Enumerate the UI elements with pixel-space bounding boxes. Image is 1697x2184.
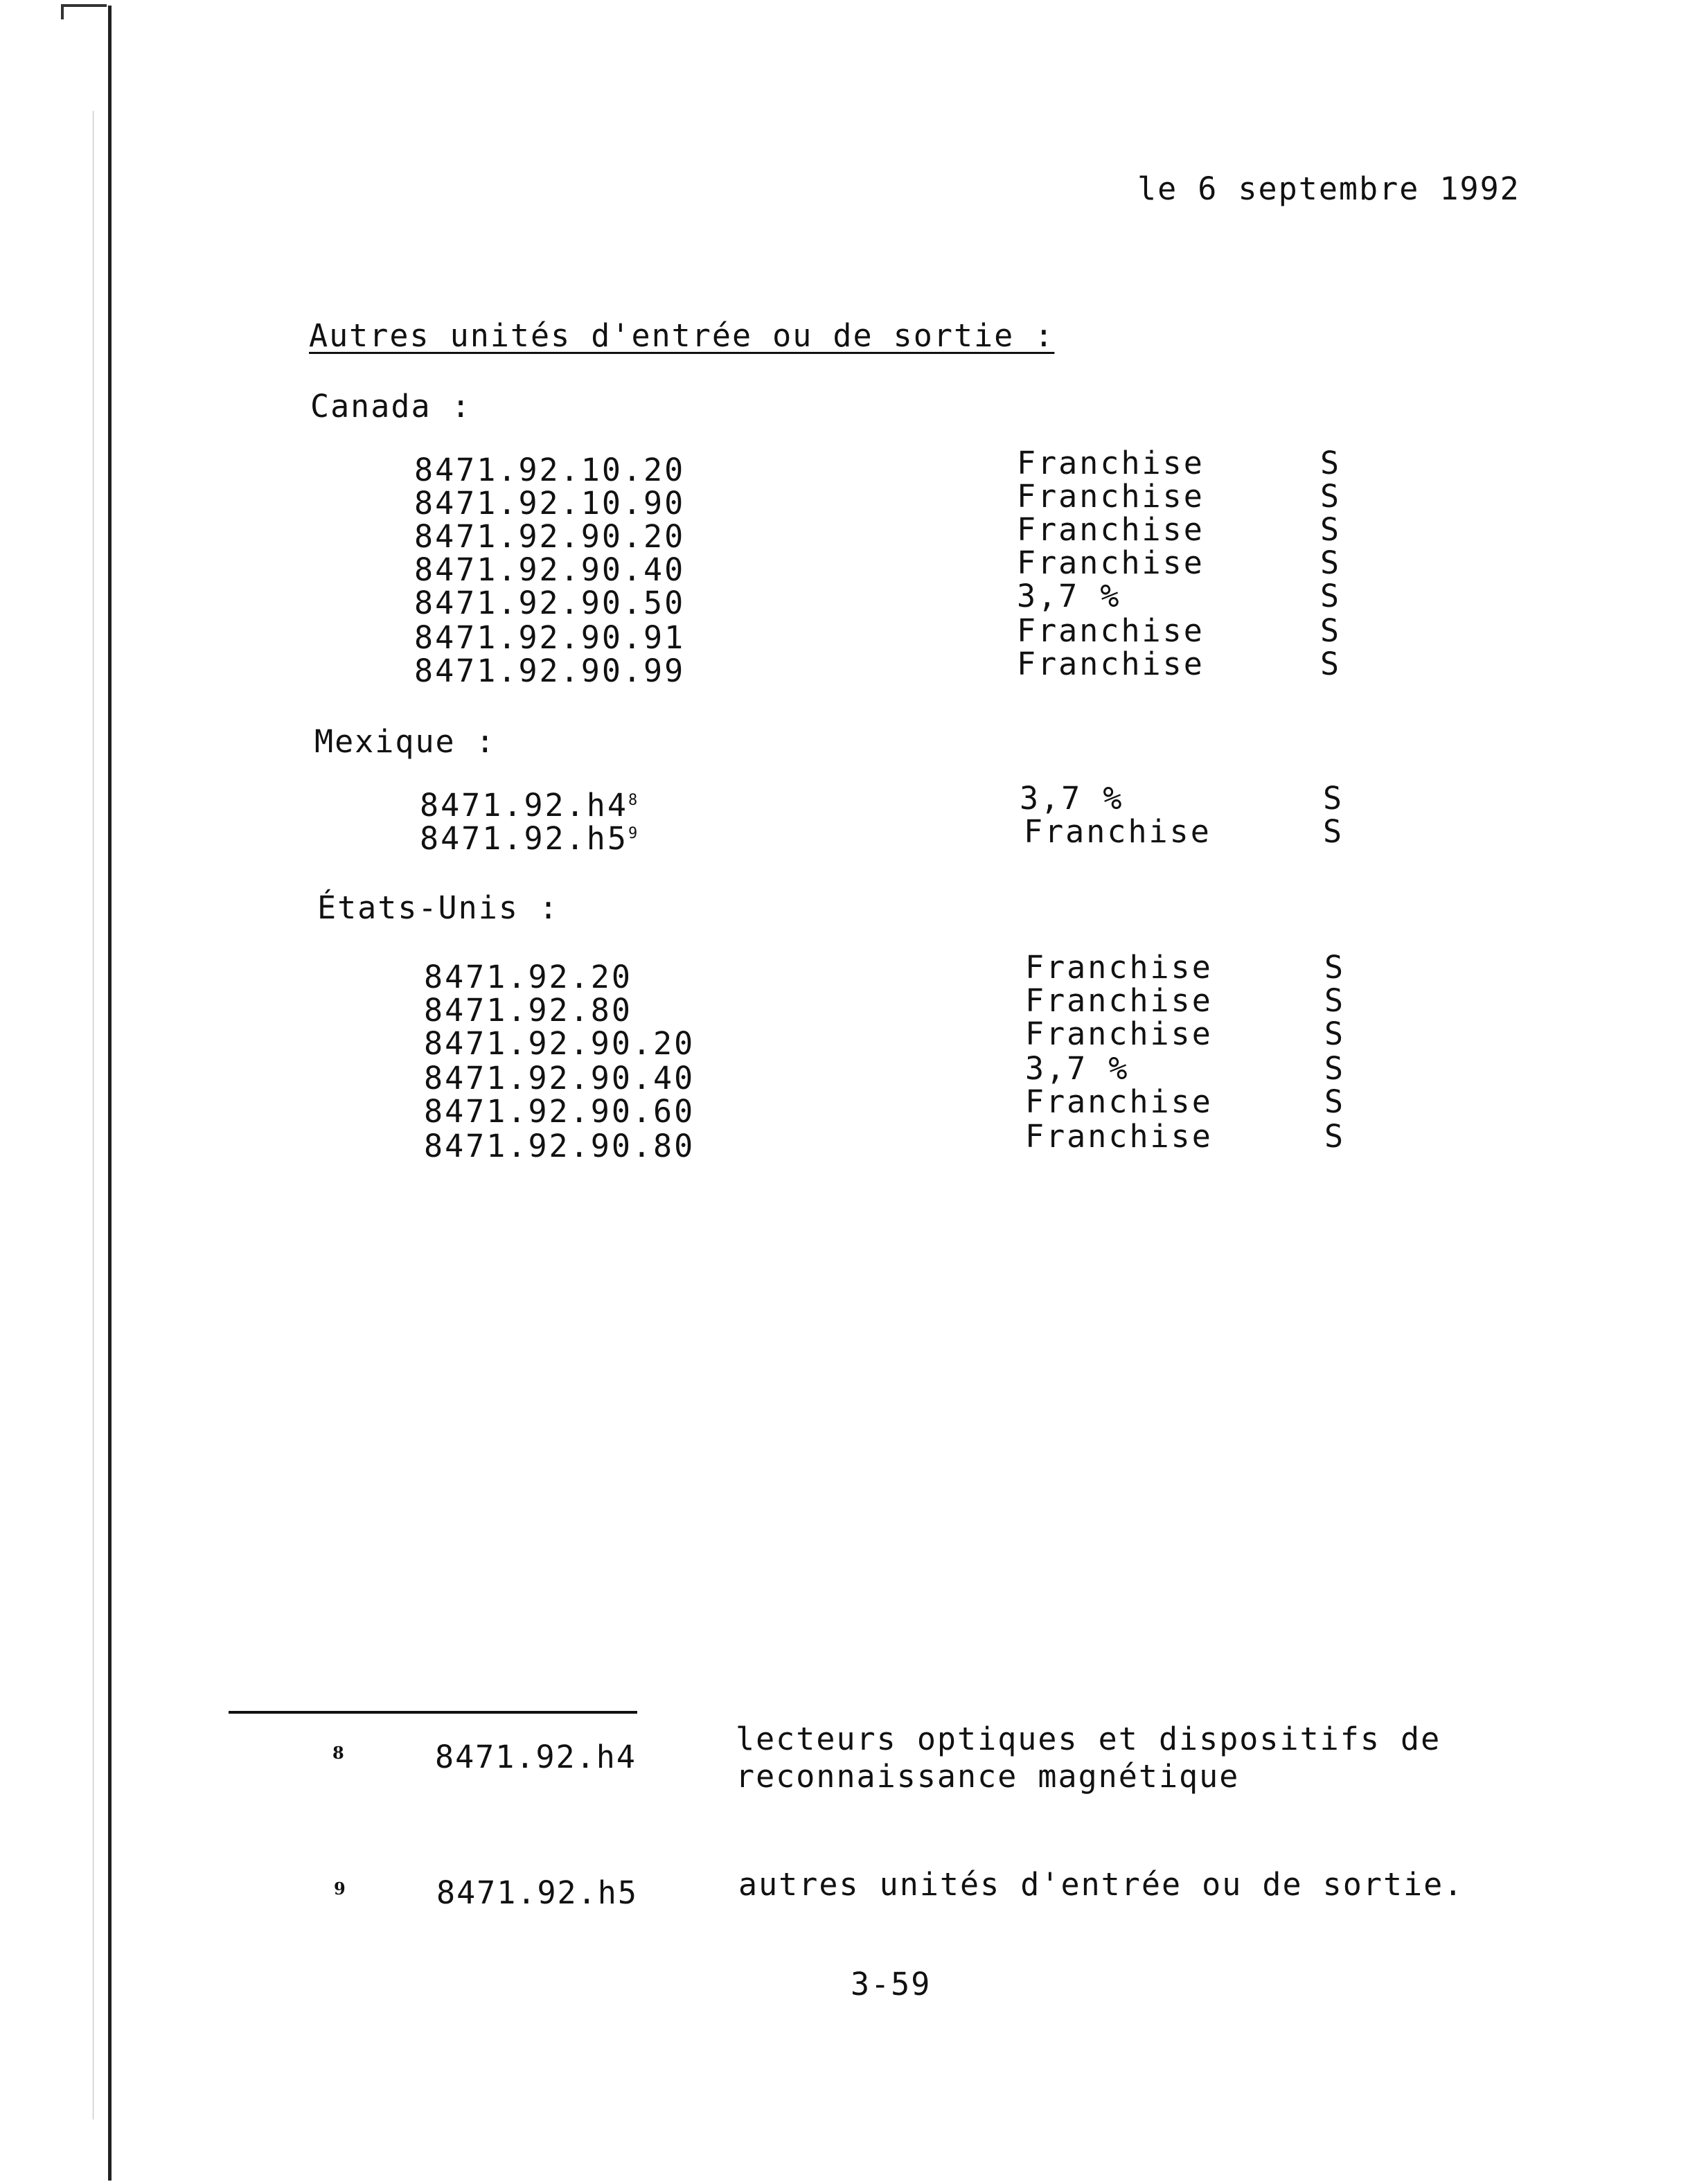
rate-cell: Franchise: [1017, 612, 1205, 649]
table-row: [420, 820, 638, 857]
footnote-text-line1: autres unités d'entrée ou de sortie.: [738, 1866, 1464, 1903]
section-label-canada: Canada :: [310, 388, 472, 425]
rate-cell: 3,7 %: [1017, 578, 1121, 614]
tariff-code: 8471.92.h4: [420, 787, 628, 824]
tariff-code: 8471.92.90.99: [414, 652, 686, 689]
tariff-code: 8471.92.80: [424, 992, 632, 1029]
tariff-code: 8471.92.10.20: [414, 452, 686, 488]
rate-cell: Franchise: [1017, 646, 1205, 682]
stage-cell: S: [1323, 780, 1344, 817]
footnote-text-line1: lecteurs optiques et dispositifs de: [736, 1721, 1441, 1757]
table-row: [414, 454, 685, 486]
rate-cell: Franchise: [1017, 511, 1205, 548]
page-number: 3-59: [851, 1966, 932, 2003]
stage-cell: S: [1324, 949, 1346, 986]
tariff-code: 8471.92.90.60: [424, 1093, 695, 1130]
footnote-marker: 9: [628, 825, 638, 842]
tariff-code: 8471.92.90.20: [414, 518, 686, 555]
table-row: [420, 787, 638, 824]
footnote-number: 9: [334, 1879, 346, 1899]
table-row: [424, 992, 632, 1029]
tariff-code: 8471.92.90.40: [414, 551, 686, 588]
stage-cell: S: [1320, 445, 1342, 481]
stage-cell: S: [1324, 1118, 1346, 1155]
table-row: [414, 619, 686, 656]
table-row: [424, 1060, 695, 1097]
rate-cell: 3,7 %: [1025, 1050, 1130, 1087]
section-heading: Autres unités d'entrée ou de sortie :: [309, 317, 1055, 354]
document-date: le 6 septembre 1992: [1137, 170, 1520, 207]
rate-cell: 3,7 %: [1020, 780, 1124, 817]
table-row: [414, 485, 686, 522]
footnote-number: 8: [332, 1743, 344, 1763]
tariff-code: 8471.92.90.91: [414, 619, 686, 656]
rate-cell: Franchise: [1025, 949, 1213, 986]
stage-cell: S: [1320, 612, 1342, 649]
table-row: [424, 1130, 695, 1162]
stage-cell: S: [1320, 646, 1342, 682]
table-row: [414, 652, 686, 689]
stage-cell: S: [1324, 1083, 1346, 1120]
table-row: [424, 1025, 695, 1062]
tariff-code: 8471.92.20: [424, 959, 632, 995]
binding-edge-line: [108, 6, 112, 2181]
footnote-code: 8471.92.h5: [436, 1874, 638, 1911]
stage-cell: S: [1324, 1015, 1346, 1052]
table-row: [424, 1093, 695, 1130]
scan-corner-mark-vertical: [61, 4, 64, 19]
tariff-code: 8471.92.90.40: [424, 1060, 695, 1097]
table-row: [414, 518, 686, 555]
stage-cell: S: [1320, 578, 1342, 614]
footnote-marker: 8: [628, 792, 638, 809]
table-row: [414, 587, 685, 619]
rate-cell: Franchise: [1017, 478, 1205, 515]
rate-cell: Franchise: [1025, 1083, 1213, 1120]
section-label-etats-unis: États-Unis :: [317, 889, 560, 926]
tariff-code: 8471.92.90.80: [424, 1128, 695, 1164]
section-label-mexique: Mexique :: [314, 723, 496, 760]
tariff-code: 8471.92.90.50: [414, 585, 686, 621]
rate-cell: Franchise: [1017, 544, 1205, 581]
rate-cell: Franchise: [1017, 445, 1205, 481]
stage-cell: S: [1324, 982, 1346, 1019]
rate-cell: Franchise: [1025, 1015, 1213, 1052]
rate-cell: Franchise: [1024, 813, 1211, 850]
footnote-separator: [229, 1711, 637, 1714]
stage-cell: S: [1320, 478, 1342, 515]
table-row: [424, 961, 632, 993]
scan-corner-mark: [61, 4, 107, 7]
rate-cell: Franchise: [1025, 982, 1213, 1019]
stage-cell: S: [1320, 511, 1342, 548]
stage-cell: S: [1324, 1050, 1346, 1087]
binding-shadow-line: [93, 111, 94, 2120]
stage-cell: S: [1320, 544, 1342, 581]
tariff-code: 8471.92.90.20: [424, 1025, 695, 1062]
table-row: [414, 551, 686, 588]
footnote-code: 8471.92.h4: [435, 1739, 637, 1775]
footnote-text-line2: reconnaissance magnétique: [736, 1758, 1240, 1795]
tariff-code: 8471.92.h5: [420, 820, 628, 857]
rate-cell: Franchise: [1025, 1118, 1213, 1155]
stage-cell: S: [1323, 813, 1344, 850]
tariff-code: 8471.92.10.90: [414, 485, 686, 522]
